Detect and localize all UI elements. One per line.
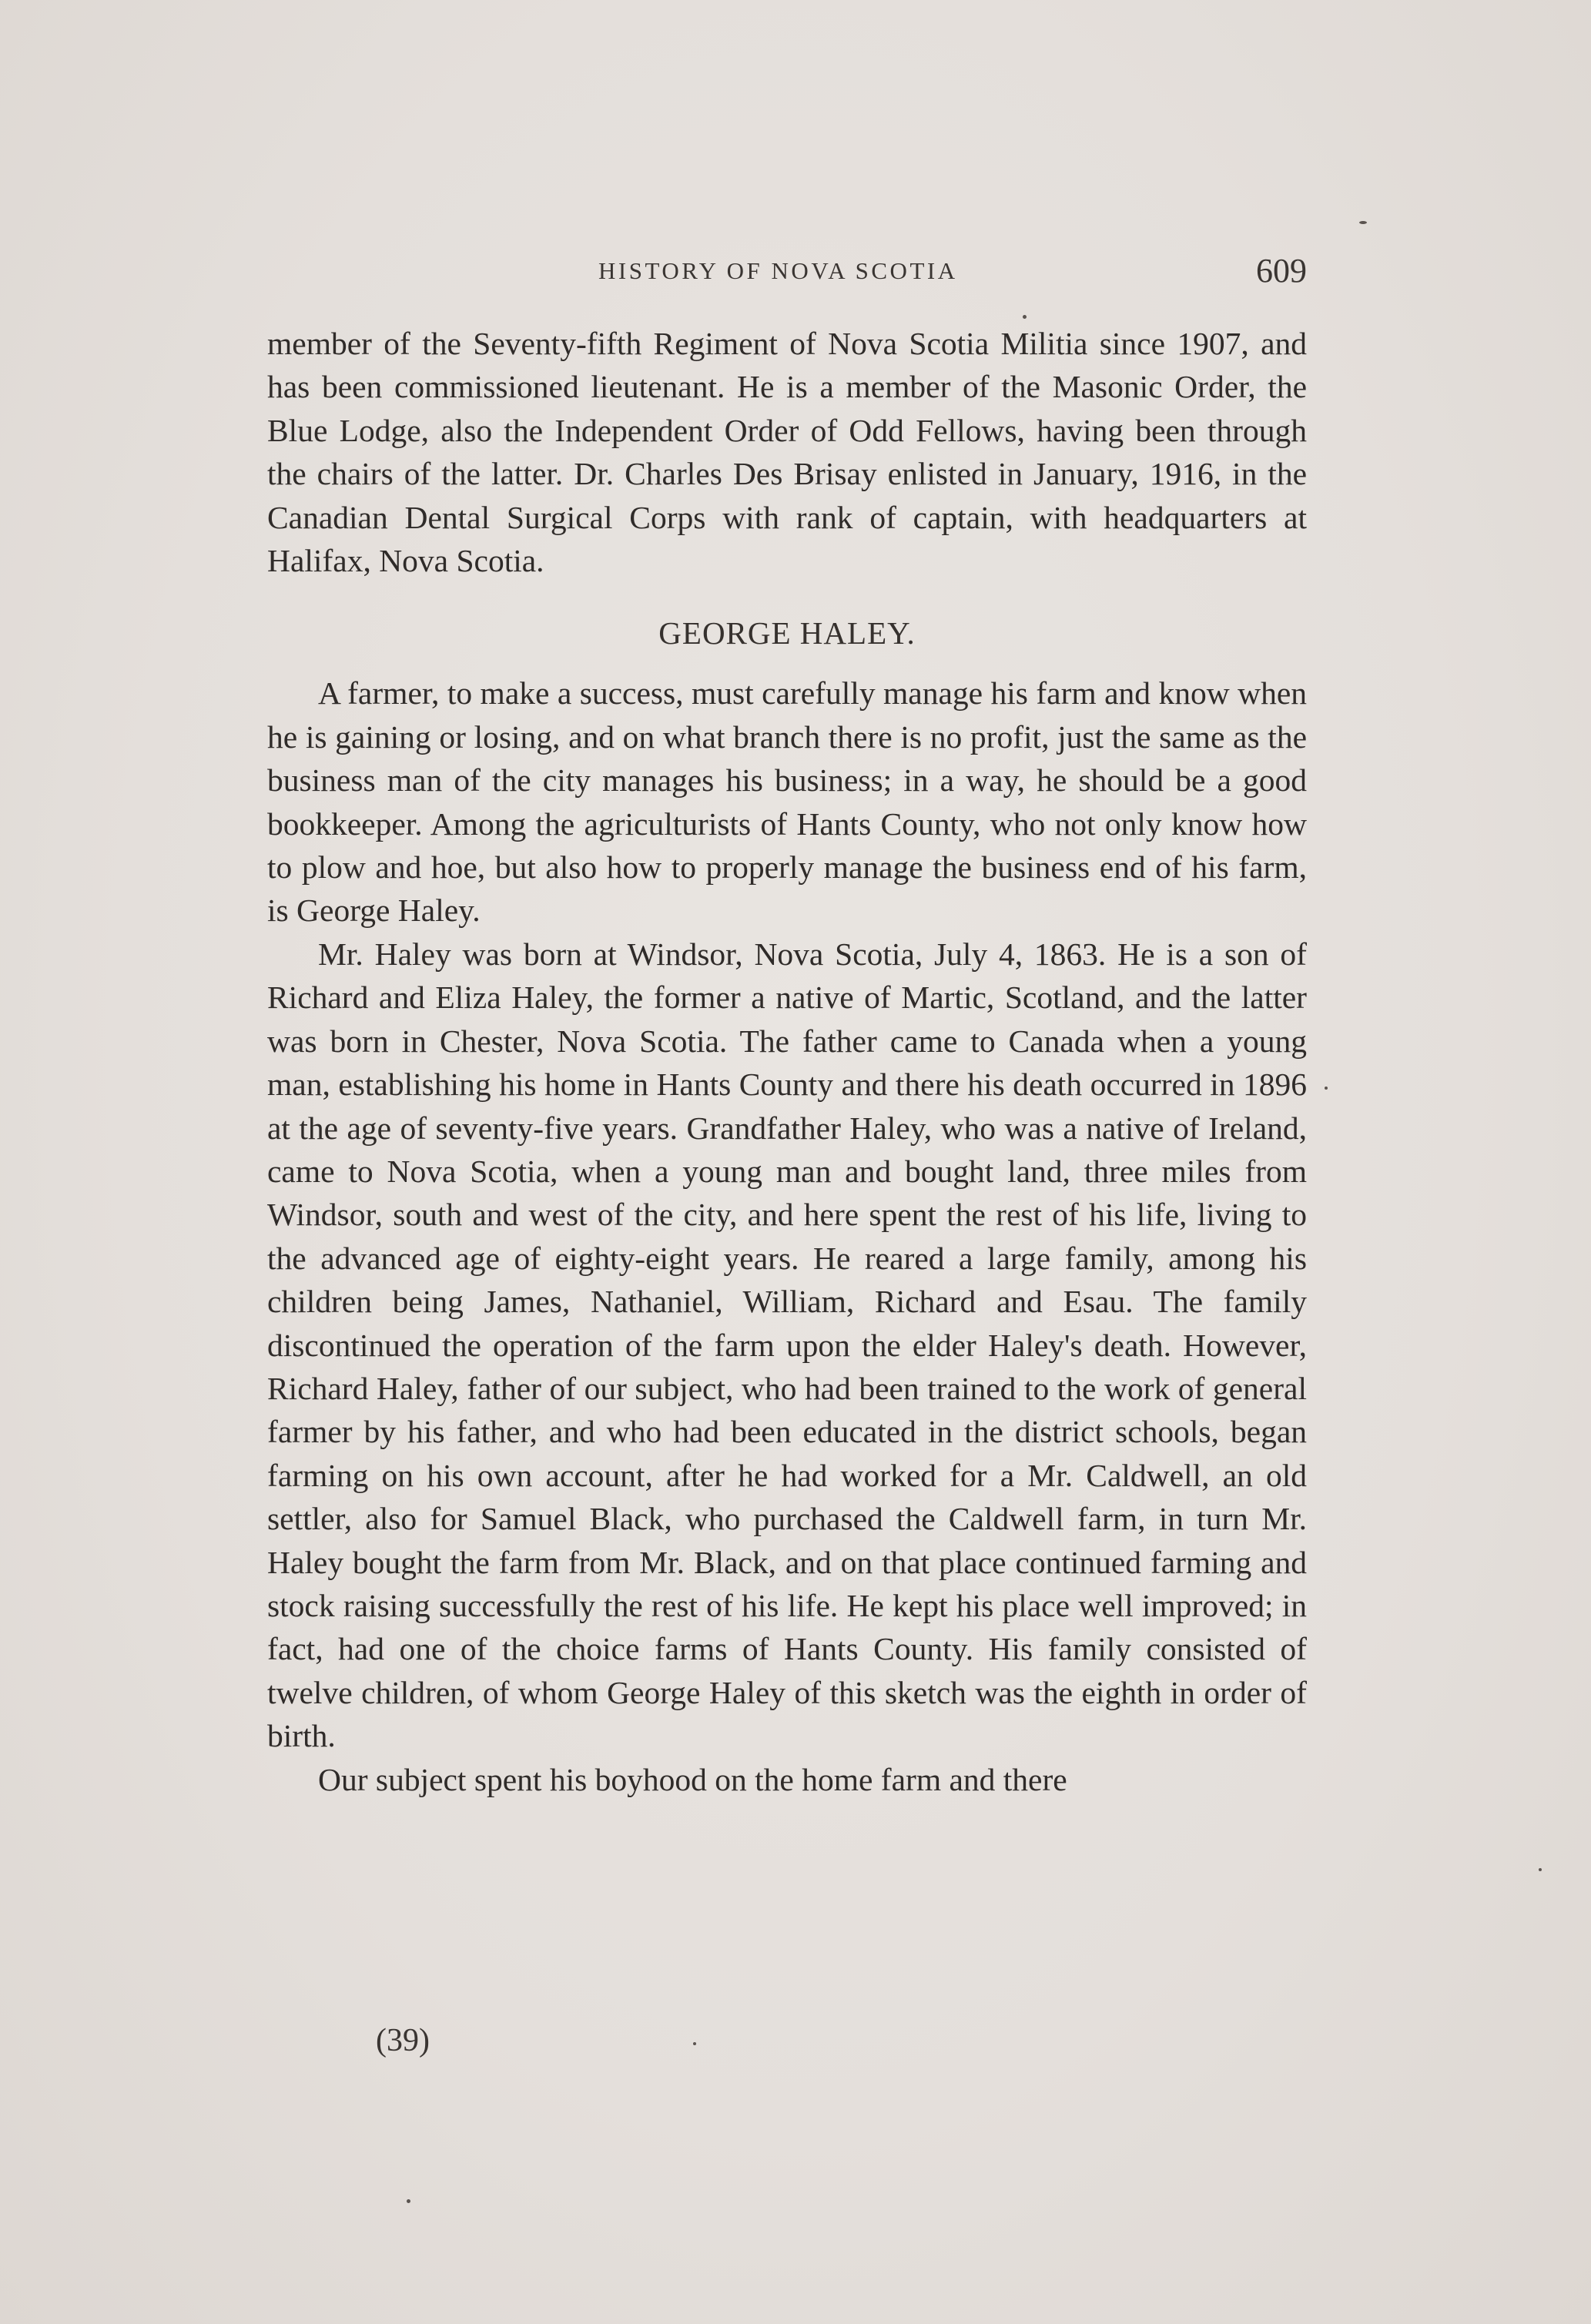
paragraph-family-history: Mr. Haley was born at Windsor, Nova Scotia, July 4, 1863. He is a son of Richard and Eliza Haley, the former a native of Martic, Scotland, and the latter was born in Chester, Nova Scotia. The father came to Canada when a young man, establishing his home in Hants County and there his death occurred in 1896 at the age of seventy-five years. Grandfather Haley, who was a native of Ireland, came to Nova Scotia, when a young man and bought land, three miles from Windsor, south and west of the city, and here spent the rest of his life, living to the advanced age of eighty-eight years. He reared a large family, among his children being James, Nathaniel, William, Richard and Esau. The family discontinued the operation of the farm upon the elder Haley's death. However, Richard Haley, father of our subject, who had been trained to the work of general farmer by his father, and who had been educated in the district schools, began farming on his own account, after he had worked for a Mr. Caldwell, an old settler, also for Samuel Black, who purchased the Caldwell farm, in turn Mr. Haley bought the farm from Mr. Black, and on that place continued farming and stock raising successfully the rest of his life. He kept his place well improved; in fact, had one of the choice farms of Hants County. His family consisted of twelve children, of whom George Haley of this sketch was the eighth in order of birth. [267,936,1307,1754]
signature-mark: (39) [376,2023,430,2058]
paragraph-boyhood: Our subject spent his boyhood on the home farm and there [318,1761,1067,1797]
running-head [267,251,1307,297]
paper-speck [1539,1868,1542,1871]
body-text [267,322,1307,1801]
paper-speck [1359,221,1367,224]
running-title: HISTORY OF NOVA SCOTIA [598,257,958,284]
paper-speck [1023,315,1027,319]
section-heading: GEORGE HALEY. [658,615,916,651]
paper-speck [1325,1087,1328,1090]
paragraph-intro: A farmer, to make a success, must carefully manage his farm and know when he is gaining or losing, and on what branch there is no profit, just the same as the business man of the city manages his business; in a way, he should be a good bookkeeper. Among the agriculturists of Hants County, who not only know how to plow and hoe, but also how to properly manage the business end of his farm, is George Haley. [267,675,1307,929]
paper-speck [693,2042,696,2045]
continuation-paragraph: member of the Seventy-fifth Regiment of Nova Scotia Militia since 1907, and has been commissioned lieutenant. He is a member of the Masonic Order, the Blue Lodge, also the Independent Order of Odd Fellows, having been through the chairs of the latter. Dr. Charles Des Brisay enlisted in January, 1916, in the Canadian Dental Surgical Corps with rank of captain, with headquarters at Halifax, Nova Scotia. [267,326,1307,579]
paper-speck [407,2199,410,2203]
page-number: 609 [1256,252,1307,290]
